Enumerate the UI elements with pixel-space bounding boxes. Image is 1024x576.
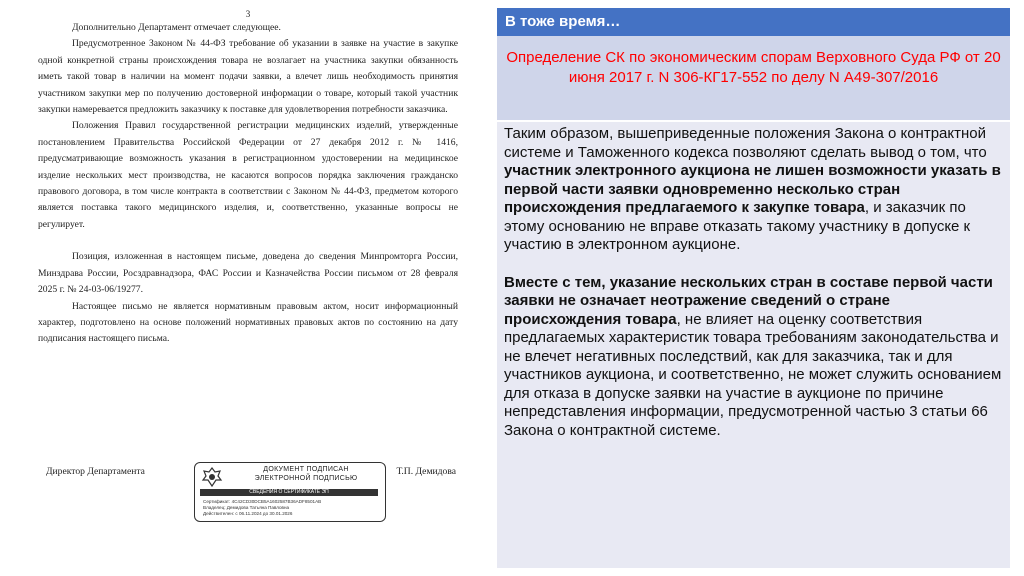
stamp-cert: Сертификат: 4C42CD30DCB5A1602587B36ADF8501AB <box>203 499 322 504</box>
panel-body <box>504 125 1004 440</box>
para1-bold: участник электронного аукциона не лишен возможности указать в первой части заявки одновременно несколько стран происхождения предлагаемого к закупке товара <box>504 162 1001 216</box>
para2-bold: Вместе с тем, указание нескольких стран в составе первой части заявки не означает неотражение сведений о стране происхождения товара <box>504 273 993 328</box>
para1-text-c: , и заказчик по этому основанию не вправе отказать такому участнику в допуске к участию в электронном аукционе. <box>504 199 971 253</box>
panel-paragraph-2 <box>504 274 1004 441</box>
stamp-owner: Владелец: Демидова Татьяна Павловна <box>203 505 290 510</box>
panel-header: В тоже время… <box>497 8 1010 36</box>
signer-role: Директор Департамента <box>46 466 145 477</box>
panel-paragraph-1 <box>504 125 1004 255</box>
page-number: 3 <box>245 9 251 19</box>
stamp-title-2: ЭЛЕКТРОННОЙ ПОДПИСЬЮ <box>254 475 358 482</box>
stamp-valid: Действителен: с 06.11.2024 до 30.01.2026 <box>203 511 293 516</box>
letter-paragraph-1: Дополнительно Департамент отмечает следующее. <box>72 22 281 33</box>
para2-text-b: , не влияет на оценку соответствия предлагаемых характеристик товара требованиям законодательства и не влечет негативных последствий, как для заказчика, так и для участников аукциона, и соответственно, не может служить основанием для отказа в допуске заявки на участие в аукционе по причине непредставления информации, предусмотренной частью 3 статьи 66 Закона о контрактной системе. <box>504 310 1002 439</box>
quote-panel <box>497 8 1010 568</box>
signature-block <box>46 462 456 522</box>
coat-of-arms-icon <box>201 466 223 488</box>
e-signature-stamp <box>194 462 386 522</box>
scanned-letter <box>38 8 458 528</box>
court-ruling-text: Определение СК по экономическим спорам Верховного Суда РФ от 20 июня 2017 г. N 306-КГ17-552 по делу N А49-307/2016 <box>506 49 1001 86</box>
letter-paragraph-3: Положения Правил государственной регистрации медицинских изделий, утвержденные постановлением Правительства Российской Федерации от 27 декабря 2012 г. № 1416, предусматривающие возможность указания в регистрационном удостоверении на медицинское изделие нескольких мест производства, не касаются вопросов порядка заключения гражданско правового договора, в том числе контракта в соответствии с Законом № 44-ФЗ, предметом которого является поставка такого медицинского изделия, и, соответственно, указанные вопросы не регулирует. <box>38 120 458 230</box>
stamp-cert-bar: СВЕДЕНИЯ О СЕРТИФИКАТЕ ЭП <box>200 489 378 496</box>
signer-name: Т.П. Демидова <box>396 466 456 477</box>
para1-text-a: Таким образом, вышеприведенные положения Закона о контрактной системе и Таможенного кодекса позволяют сделать вывод о том, что <box>504 125 987 161</box>
letter-paragraph-4: Позиция, изложенная в настоящем письме, доведена до сведения Минпромторга России, Минздрава России, Росздравнадзора, ФАС России и Казначейства России письмом от 28 февраля 2025 г. № 24-03-06/19277. <box>38 251 458 296</box>
stamp-title-1: ДОКУМЕНТ ПОДПИСАН <box>263 466 349 473</box>
court-ruling-title <box>497 36 1010 122</box>
letter-paragraph-5: Настоящее письмо не является нормативным правовым актом, носит информационный характер, подготовлено на основе положений нормативных правовых актов по состоянию на дату подписания настоящего письма. <box>38 300 458 345</box>
letter-paragraph-2: Предусмотренное Законом № 44-ФЗ требование об указании в заявке на участие в закупке одной конкретной страны происхождения товара не возлагает на участника закупки обязанность иметь такой товар в наличии на момент подачи заявки, а влечет лишь необходимость принятия участником закупки мер по получению достоверной информации о товаре, который такой участник закупки намеревается предложить заказчику к поставке для удовлетворения потребности заказчика. <box>38 38 458 116</box>
